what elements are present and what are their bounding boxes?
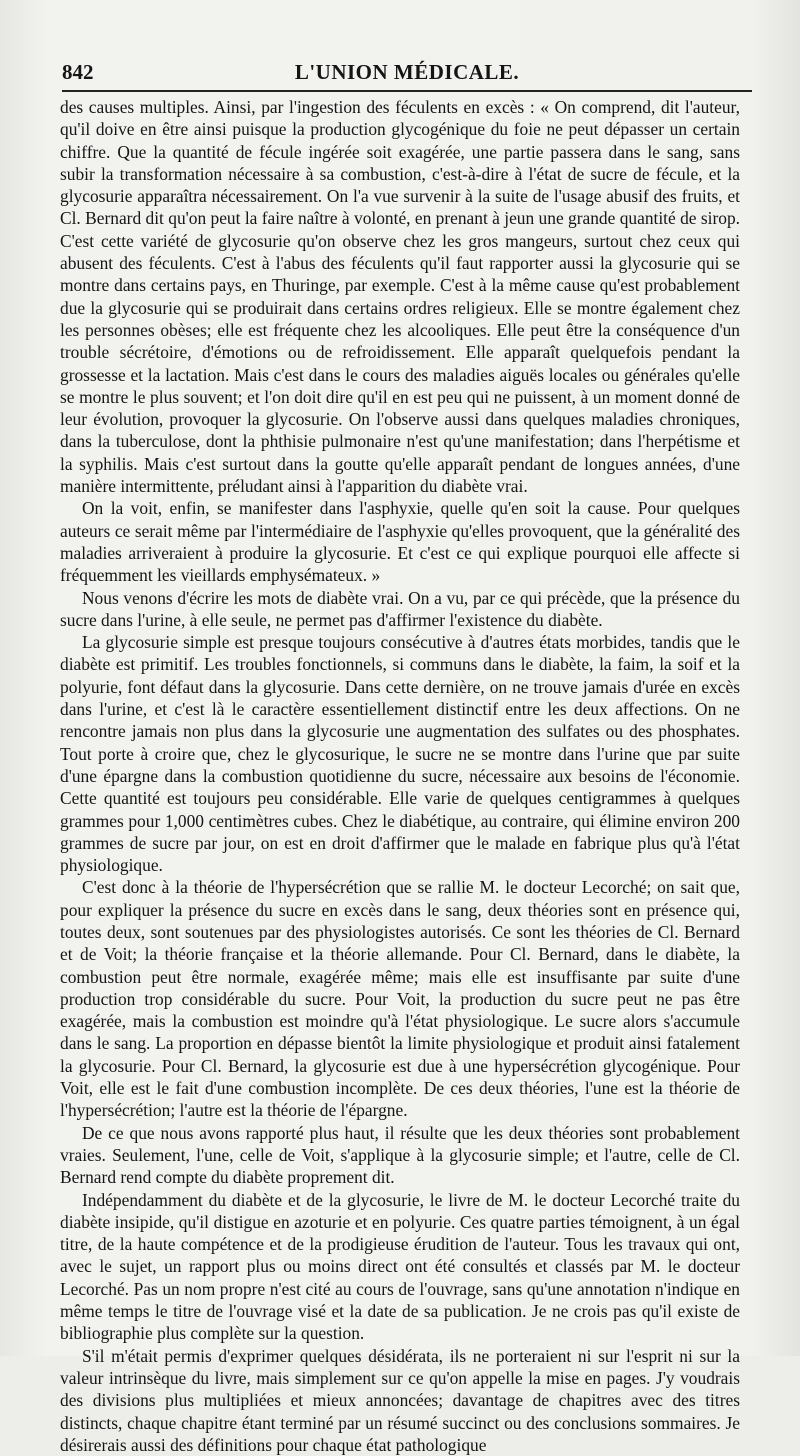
body-text [60,96,740,1456]
page-header [62,54,752,92]
page-number: 842 [62,60,94,84]
paragraph: On la voit, enfin, se manifester dans l'asphyxie, quelle qu'en soit la cause. Pour quelques auteurs ce serait même par l'intermédiaire de l'asphyxie qu'elles provoquent, que la généralité des maladies arriveraient à produire la glycosurie. Et c'est ce qui explique pourquoi elle affecte si fréquemment les vieillards emphysémateux. » [60,498,740,586]
paragraph: Nous venons d'écrire les mots de diabète vrai. On a vu, par ce qui précède, que la présence du sucre dans l'urine, à elle seule, ne permet pas d'affirmer l'existence du diabète. [60,587,740,630]
paragraph: C'est donc à la théorie de l'hypersécrétion que se rallie M. le docteur Lecorché; on sait que, pour expliquer la présence du sucre en excès dans le sang, deux théories sont en présence qui, toutes deux, sont soutenues par des physiologistes autorisés. Ce sont les théories de Cl. Bernard et de Voit; la théorie française et la théorie allemande. Pour Cl. Bernard, dans le diabète, la combustion peut être normale, exagérée même; mais elle est insuffisante par suite d'une production trop considérable du sucre. Pour Voit, la production du sucre peut ne pas être exagérée, mais la combustion est moindre qu'à l'état physiologique. Le sucre alors s'accumule dans le sang. La proportion en dépasse bientôt la limite physiologique et produit ainsi fatalement la glycosurie. Pour Cl. Bernard, la glycosurie est due à une hypersécrétion glycogénique. Pour Voit, elle est le fait d'une combustion incomplète. De ces deux théories, l'une est la théorie de l'hypersécrétion; l'autre est la théorie de l'épargne. [60,877,740,1121]
paragraph: S'il m'était permis d'exprimer quelques désidérata, ils ne porteraient ni sur l'esprit ni sur la valeur intrinsèque du livre, mais simplement sur ce qu'on appelle la mise en pages. J'y voudrais des divisions plus multipliées et mieux annoncées; davantage de chapitres avec des titres distincts, chaque chapitre étant terminé par un résumé succinct ou des conclusions sommaires. Je désirerais aussi des définitions pour chaque état pathologique [60,1345,740,1455]
paragraph: des causes multiples. Ainsi, par l'ingestion des féculents en excès : « On comprend, dit l'auteur, qu'il doive en être ainsi puisque la production glycogénique du foie ne peut dépasser un certain chiffre. Que la quantité de fécule ingérée soit exagérée, une partie passera dans le sang, sans subir la transformation nécessaire à sa combustion, c'est-à-dire à l'état de sucre de fécule, et la glycosurie apparaîtra nécessairement. On l'a vue survenir à la suite de l'usage abusif des fruits, et Cl. Bernard dit qu'on peut la faire naître à volonté, en prenant à jeun une grande quantité de sirop. C'est cette variété de glycosurie qu'on observe chez les gros mangeurs, surtout chez ceux qui abusent des féculents. C'est à l'abus des féculents qu'il faut rapporter aussi la glycosurie qui se montre dans certains pays, en Thuringe, par exemple. C'est à la même cause qu'est probablement due la glycosurie qui se produirait dans certains ordres religieux. Elle se montre également chez les personnes obèses; elle est fréquente chez les alcooliques. Elle peut être la conséquence d'un trouble sécrétoire, d'émotions ou de refroidissement. Elle apparaît quelquefois pendant la grossesse et la lactation. Mais c'est dans le cours des maladies aiguës locales ou générales qu'elle se montre le plus souvent; et l'on doit dire qu'il en est peu qui ne puissent, à un moment donné de leur évolution, provoquer la glycosurie. On l'observe aussi dans quelques maladies chroniques, dans la tuberculose, dont la phthisie pulmonaire n'est qu'une manifestation; dans l'herpétisme et la syphilis. Mais c'est surtout dans la goutte qu'elle apparaît pendant de longues années, d'une manière intermittente, préludant ainsi à l'apparition du diabète vrai. [60,97,740,497]
paragraph: La glycosurie simple est presque toujours consécutive à d'autres états morbides, tandis que le diabète est primitif. Les troubles fonctionnels, si communs dans le diabète, la faim, la soif et la polyurie, font défaut dans la glycosurie. Dans cette dernière, on ne trouve jamais d'urée en excès dans l'urine, et c'est là le caractère essentiellement distinctif entre les deux affections. On ne rencontre jamais non plus dans la glycosurie une augmentation des sulfates ou des phosphates. Tout porte à croire que, chez le glycosurique, le sucre ne se montre dans l'urine que par suite d'une épargne dans la combustion quotidienne du sucre, nécessaire aux besoins de l'économie. Cette quantité est toujours peu considérable. Elle varie de quelques centigrammes à quelques grammes pour 1,000 centimètres cubes. Chez le diabétique, au contraire, qui élimine environ 200 grammes de sucre par jour, on est en droit d'affirmer que le malade en fabrique plus qu'à l'état physiologique. [60,632,740,876]
paragraph: De ce que nous avons rapporté plus haut, il résulte que les deux théories sont probablement vraies. Seulement, l'une, celle de Voit, s'applique à la glycosurie simple; et l'autre, celle de Cl. Bernard rend compte du diabète proprement dit. [60,1122,740,1188]
running-title: L'UNION MÉDICALE. [294,60,520,84]
paragraph: Indépendamment du diabète et de la glycosurie, le livre de M. le docteur Lecorché traite du diabète insipide, qu'il distigue en azoturie et en polyurie. Ces quatre parties témoignent, à un égal titre, de la haute compétence et de la prodigieuse érudition de l'auteur. Tous les travaux qui ont, avec le sujet, un rapport plus ou moins direct ont été consultés et classés par M. le docteur Lecorché. Pas un nom propre n'est cité au cours de l'ouvrage, sans qu'une annotation n'indique en même temps le titre de l'ouvrage visé et la date de sa publication. Je ne crois pas qu'il existe de bibliographie plus complète sur la question. [60,1189,740,1344]
